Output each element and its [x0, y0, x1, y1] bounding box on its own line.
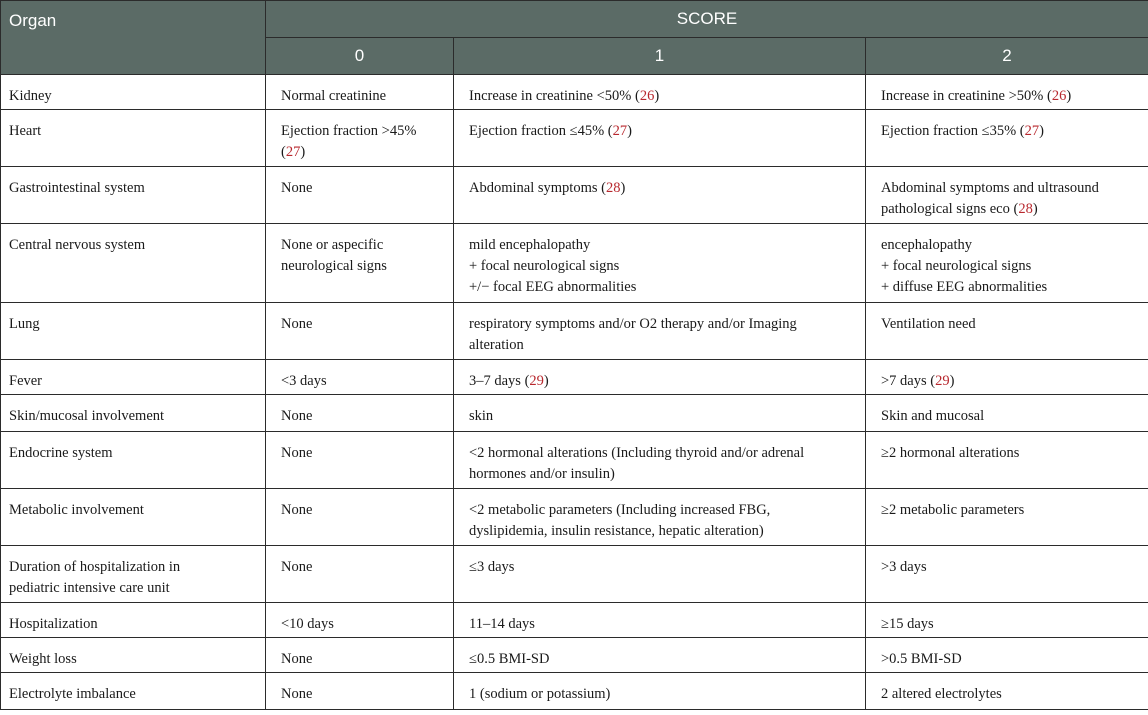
organ-text: Lung: [9, 316, 40, 332]
cell-text: ): [543, 373, 549, 389]
cell-text: ): [654, 88, 660, 104]
cell-text: <2 metabolic parameters (Including increased FBG,: [469, 502, 771, 518]
score-2-cell: [866, 75, 1148, 110]
organ-text: Central nervous system: [9, 237, 146, 253]
organ-cell: [1, 638, 266, 673]
score-0-cell: [266, 110, 454, 167]
cell-text: (: [281, 144, 286, 160]
cell-line: [881, 199, 1136, 220]
cell-text: ≤3 days: [469, 559, 515, 575]
cell-line: [469, 277, 853, 298]
score-0-cell: [266, 673, 454, 710]
cell-text: ≥2 hormonal alterations: [881, 445, 1020, 461]
organ-text: Kidney: [9, 88, 52, 104]
cell-text: Ejection fraction ≤35% (: [881, 123, 1025, 139]
cell-text: ): [1039, 123, 1044, 139]
score-1-cell: [454, 360, 866, 395]
score-0-cell: [266, 432, 454, 489]
score-level-header-0: 0: [266, 38, 454, 75]
cell-text: None or aspecific: [281, 237, 384, 253]
cell-line: [281, 406, 441, 427]
cell-line: [881, 178, 1136, 199]
cell-line: [281, 500, 441, 521]
cell-text: Ventilation need: [881, 316, 976, 332]
reference-link[interactable]: 27: [1024, 123, 1040, 139]
cell-line: [469, 86, 853, 107]
cell-line: [281, 684, 441, 705]
cell-line: [881, 557, 1136, 578]
table-row: [1, 673, 1148, 710]
table-row: [1, 167, 1148, 224]
cell-line: [881, 371, 1136, 392]
cell-text: ≥2 metabolic parameters: [881, 502, 1025, 518]
score-1-cell: [454, 110, 866, 167]
score-0-cell: [266, 395, 454, 432]
cell-line: [469, 684, 853, 705]
cell-line: [281, 557, 441, 578]
cell-text: ≤0.5 BMI-SD: [469, 651, 550, 667]
score-2-cell: [866, 167, 1148, 224]
cell-text: >7 days (: [881, 373, 936, 389]
cell-text: + diffuse EEG abnormalities: [881, 279, 1048, 295]
organ-column-header: Organ: [1, 1, 266, 75]
score-level-header-1: 1: [454, 38, 866, 75]
score-1-cell: [454, 303, 866, 360]
score-1-cell: [454, 603, 866, 638]
cell-text: Ejection fraction >45%: [281, 123, 417, 139]
cell-text: None: [281, 408, 313, 424]
cell-text: ): [1066, 88, 1072, 104]
cell-text: Abdominal symptoms (: [469, 180, 606, 196]
organ-cell: [1, 489, 266, 546]
cell-line: [281, 649, 441, 670]
cell-line: [469, 500, 853, 521]
cell-text: +/− focal EEG abnormalities: [469, 279, 637, 295]
organ-cell: [1, 303, 266, 360]
score-0-cell: [266, 303, 454, 360]
cell-text: pathological signs eco (: [881, 201, 1019, 217]
cell-text: + focal neurological signs: [881, 258, 1032, 274]
cell-text: ): [1032, 201, 1038, 217]
cell-line: [469, 614, 853, 635]
cell-text: None: [281, 502, 313, 518]
score-2-cell: [866, 546, 1148, 603]
cell-text: hormones and/or insulin): [469, 466, 615, 482]
cell-line: [281, 443, 441, 464]
cell-text: Ejection fraction ≤45% (: [469, 123, 613, 139]
organ-text: Skin/mucosal involvement: [9, 408, 165, 424]
cell-line: [881, 314, 1136, 335]
cell-line: [881, 235, 1136, 256]
organ-text: Electrolyte imbalance: [9, 686, 136, 702]
organ-text: Duration of hospitalization in: [9, 559, 181, 575]
score-1-cell: [454, 673, 866, 710]
cell-text: encephalopathy: [881, 237, 972, 253]
score-1-cell: [454, 432, 866, 489]
score-0-cell: [266, 167, 454, 224]
cell-text: 1 (sodium or potassium): [469, 686, 611, 702]
cell-line: [281, 314, 441, 335]
table-row: [1, 638, 1148, 673]
cell-text: Increase in creatinine >50% (: [881, 88, 1052, 104]
cell-text: None: [281, 559, 313, 575]
cell-line: [469, 178, 853, 199]
cell-text: Increase in creatinine <50% (: [469, 88, 640, 104]
cell-line: [881, 86, 1136, 107]
score-level-header-2: 2: [866, 38, 1148, 75]
score-1-cell: [454, 395, 866, 432]
cell-line: [881, 277, 1136, 298]
organ-text: Hospitalization: [9, 616, 98, 632]
score-column-header: SCORE: [266, 1, 1148, 38]
table-row: [1, 75, 1148, 110]
cell-line: [881, 684, 1136, 705]
cell-text: >3 days: [881, 559, 927, 575]
cell-text: ≥15 days: [881, 616, 934, 632]
table-row: [1, 395, 1148, 432]
organ-cell: [1, 167, 266, 224]
cell-text: dyslipidemia, insulin resistance, hepatic alteration): [469, 523, 764, 539]
reference-link[interactable]: 27: [285, 144, 301, 160]
organ-cell: [1, 673, 266, 710]
cell-line: [281, 142, 441, 163]
cell-line: [881, 443, 1136, 464]
score-0-cell: [266, 489, 454, 546]
cell-line: [881, 256, 1136, 277]
cell-text: ): [949, 373, 955, 389]
cell-text: respiratory symptoms and/or O2 therapy and/or Imaging: [469, 316, 797, 332]
organ-text: Gastrointestinal system: [9, 180, 145, 196]
score-2-cell: [866, 303, 1148, 360]
score-2-cell: [866, 603, 1148, 638]
cell-text: <10 days: [281, 616, 334, 632]
score-2-cell: [866, 673, 1148, 710]
score-1-cell: [454, 489, 866, 546]
score-0-cell: [266, 603, 454, 638]
cell-text: None: [281, 445, 313, 461]
cell-line: [469, 649, 853, 670]
cell-text: 11–14 days: [469, 616, 535, 632]
score-0-cell: [266, 360, 454, 395]
cell-line: [469, 335, 853, 356]
score-1-cell: [454, 167, 866, 224]
cell-text: skin: [469, 408, 494, 424]
organ-text: pediatric intensive care unit: [9, 580, 170, 596]
score-2-cell: [866, 432, 1148, 489]
table-row: [1, 303, 1148, 360]
cell-line: [881, 614, 1136, 635]
cell-line: [469, 557, 853, 578]
cell-text: Abdominal symptoms and ultrasound: [881, 180, 1099, 196]
table-row: [1, 489, 1148, 546]
reference-link[interactable]: 26: [639, 88, 655, 104]
cell-line: [281, 371, 441, 392]
organ-text: Weight loss: [9, 651, 77, 667]
cell-text: ): [620, 180, 626, 196]
score-0-cell: [266, 75, 454, 110]
cell-line: [881, 121, 1136, 142]
score-2-cell: [866, 489, 1148, 546]
cell-text: neurological signs: [281, 258, 387, 274]
cell-line: [469, 121, 853, 142]
table-row: [1, 224, 1148, 303]
score-1-cell: [454, 546, 866, 603]
cell-line: [469, 256, 853, 277]
score-2-cell: [866, 110, 1148, 167]
score-2-cell: [866, 638, 1148, 673]
cell-line: [469, 464, 853, 485]
table-row: [1, 360, 1148, 395]
cell-line: [281, 235, 441, 256]
cell-text: + focal neurological signs: [469, 258, 620, 274]
cell-line: [469, 521, 853, 542]
cell-text: Normal creatinine: [281, 88, 387, 104]
reference-link[interactable]: 27: [612, 123, 628, 139]
table-row: [1, 603, 1148, 638]
organ-cell: [1, 395, 266, 432]
cell-line: [281, 614, 441, 635]
cell-text: None: [281, 316, 313, 332]
organ-cell: [1, 75, 266, 110]
organ-cell: [1, 603, 266, 638]
organ-cell: [1, 432, 266, 489]
reference-link[interactable]: 29: [529, 373, 544, 389]
organ-cell: [1, 110, 266, 167]
organ-text: Fever: [9, 373, 43, 389]
cell-line: [281, 86, 441, 107]
cell-line: [469, 235, 853, 256]
cell-line: [469, 314, 853, 335]
cell-line: [881, 406, 1136, 427]
score-0-cell: [266, 224, 454, 303]
score-2-cell: [866, 224, 1148, 303]
reference-link[interactable]: 28: [605, 180, 621, 196]
organ-text: Endocrine system: [9, 445, 113, 461]
cell-line: [469, 371, 853, 392]
table-row: [1, 432, 1148, 489]
score-0-cell: [266, 546, 454, 603]
cell-text: ): [627, 123, 632, 139]
cell-text: alteration: [469, 337, 524, 353]
cell-text: None: [281, 651, 313, 667]
table-body: [1, 75, 1148, 710]
cell-line: [281, 256, 441, 277]
cell-line: [469, 443, 853, 464]
cell-text: <2 hormonal alterations (Including thyroid and/or adrenal: [469, 445, 805, 461]
cell-text: ): [300, 144, 306, 160]
cell-text: 3–7 days (: [469, 373, 530, 389]
reference-link[interactable]: 28: [1018, 201, 1033, 217]
organ-cell: [1, 546, 266, 603]
organ-text: Metabolic involvement: [9, 502, 144, 518]
cell-line: [881, 649, 1136, 670]
cell-line: [281, 121, 441, 142]
cell-line: [281, 178, 441, 199]
organ-text: Heart: [9, 123, 42, 139]
score-1-cell: [454, 638, 866, 673]
cell-text: Skin and mucosal: [881, 408, 985, 424]
organ-cell: [1, 224, 266, 303]
cell-text: <3 days: [281, 373, 327, 389]
reference-link[interactable]: 26: [1051, 88, 1067, 104]
score-2-cell: [866, 395, 1148, 432]
reference-link[interactable]: 29: [935, 373, 950, 389]
table-row: [1, 110, 1148, 167]
cell-text: mild encephalopathy: [469, 237, 591, 253]
score-2-cell: [866, 360, 1148, 395]
table-row: [1, 546, 1148, 603]
cell-line: [881, 500, 1136, 521]
organ-cell: [1, 360, 266, 395]
score-1-cell: [454, 75, 866, 110]
score-0-cell: [266, 638, 454, 673]
cell-text: None: [281, 686, 313, 702]
score-1-cell: [454, 224, 866, 303]
cell-line: [469, 406, 853, 427]
cell-text: 2 altered electrolytes: [881, 686, 1002, 702]
cell-text: None: [281, 180, 313, 196]
cell-text: >0.5 BMI-SD: [881, 651, 962, 667]
